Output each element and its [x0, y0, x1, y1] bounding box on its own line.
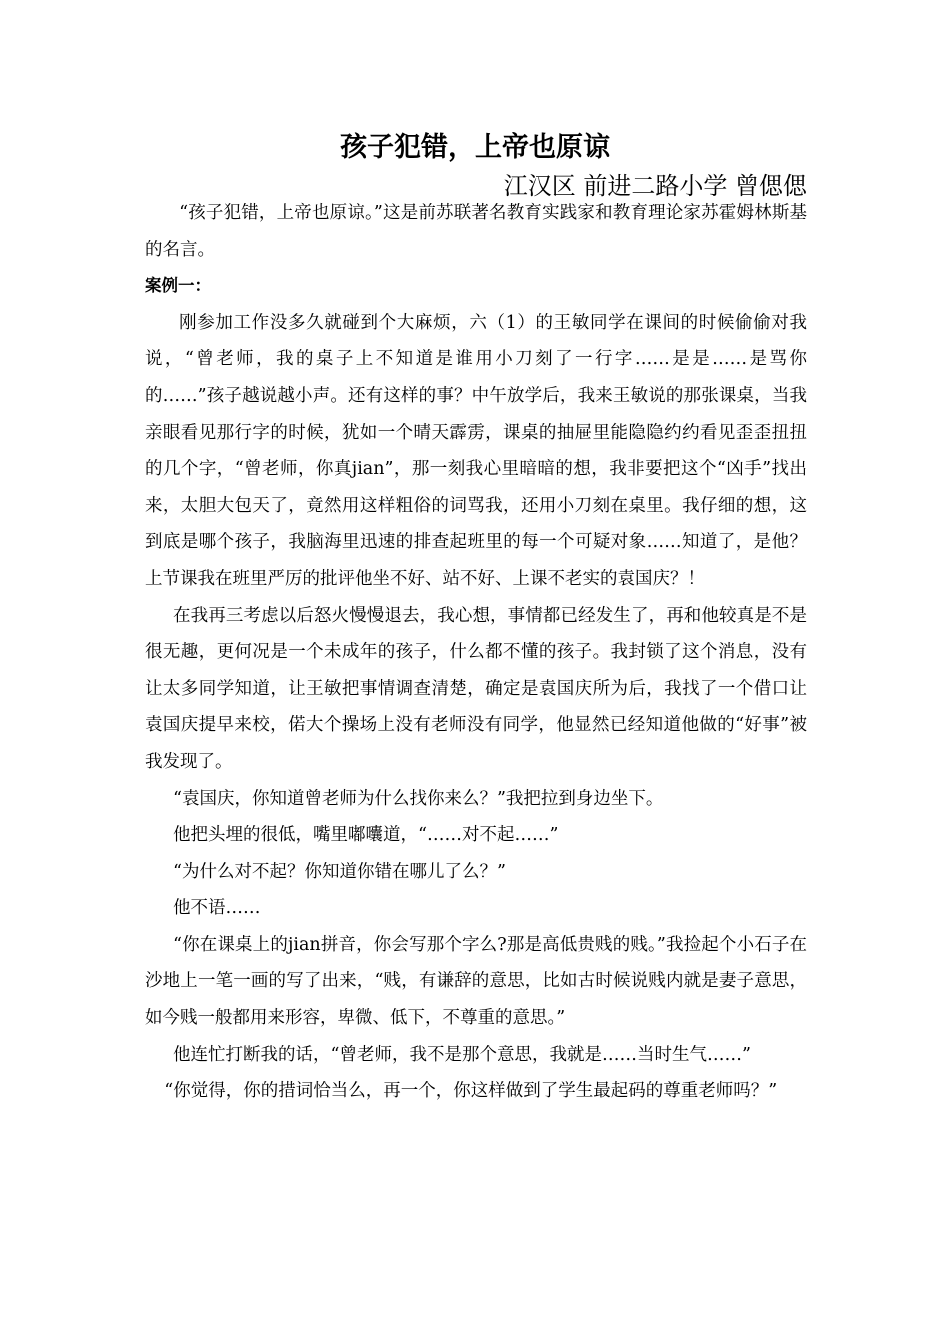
dialogue-line: “袁国庆，你知道曾老师为什么找你来么？”我把拉到身边坐下。 [173, 788, 664, 809]
author-line: 江汉区 前进二路小学 曾偲偲 [503, 172, 807, 200]
dialogue-line: “你觉得，你的措词恰当么，再一个，你这样做到了学生最起码的尊重老师吗？” [164, 1081, 778, 1102]
dialogue-line: 他不语…… [173, 898, 261, 919]
dialogue-line: 他把头埋的很低，嘴里嘟囔道，“……对不起……” [173, 825, 559, 846]
section-heading: 案例一： [145, 276, 211, 296]
dialogue-line: 他连忙打断我的话，“曾老师，我不是那个意思，我就是……当时生气……” [173, 1044, 751, 1065]
body-paragraph: 在我再三考虑以后怒火慢慢退去，我心想，事情都已经发生了，再和他较真是不是很无趣，更何况是一个未成年的孩子，什么都不懂的孩子。我封锁了这个消息，没有让太多同学知道，让王敏把事情调查清楚，确定是袁国庆所为后，我找了一个借口让袁国庆提早来校，偌大个操场上没有老师没有同学，他显然已经知道他做的“好事”被我发现了。 [145, 605, 807, 772]
document-body [145, 195, 807, 1110]
intro-paragraph: “孩子犯错，上帝也原谅。”这是前苏联著名教育实践家和教育理论家苏霍姆林斯基的名言。 [145, 203, 807, 260]
dialogue-line: “为什么对不起？你知道你错在哪儿了么？” [173, 861, 506, 882]
body-paragraph: 刚参加工作没多久就碰到个大麻烦，六（1）的王敏同学在课间的时候偷偷对我说，“曾老师，我的桌子上不知道是谁用小刀刻了一行字……是是……是骂你的……”孩子越说越小声。还有这样的事？中午放学后，我来王敏说的那张课桌，当我亲眼看见那行字的时候，犹如一个晴天霹雳，课桌的抽屉里能隐隐约约看见歪歪扭扭的几个字，“曾老师，你真jian”，那一刻我心里暗暗的想，我非要把这个“凶手”找出来，太胆大包天了，竟然用这样粗俗的词骂我，还用小刀刻在桌里。我仔细的想，这到底是哪个孩子，我脑海里迅速的排查起班里的每一个可疑对象……知道了，是他？上节课我在班里严厉的批评他坐不好、站不好、上课不老实的袁国庆？！ [145, 312, 807, 589]
document-title: 孩子犯错，上帝也原谅 [340, 132, 610, 163]
dialogue-line: “你在课桌上的jian拼音，你会写那个字么?那是高低贵贱的贱。”我捡起个小石子在沙地上一笔一画的写了出来，“贱，有谦辞的意思，比如古时候说贱内就是妻子意思，如今贱一般都用来形容，卑微、低下，不尊重的意思。” [145, 934, 807, 1029]
